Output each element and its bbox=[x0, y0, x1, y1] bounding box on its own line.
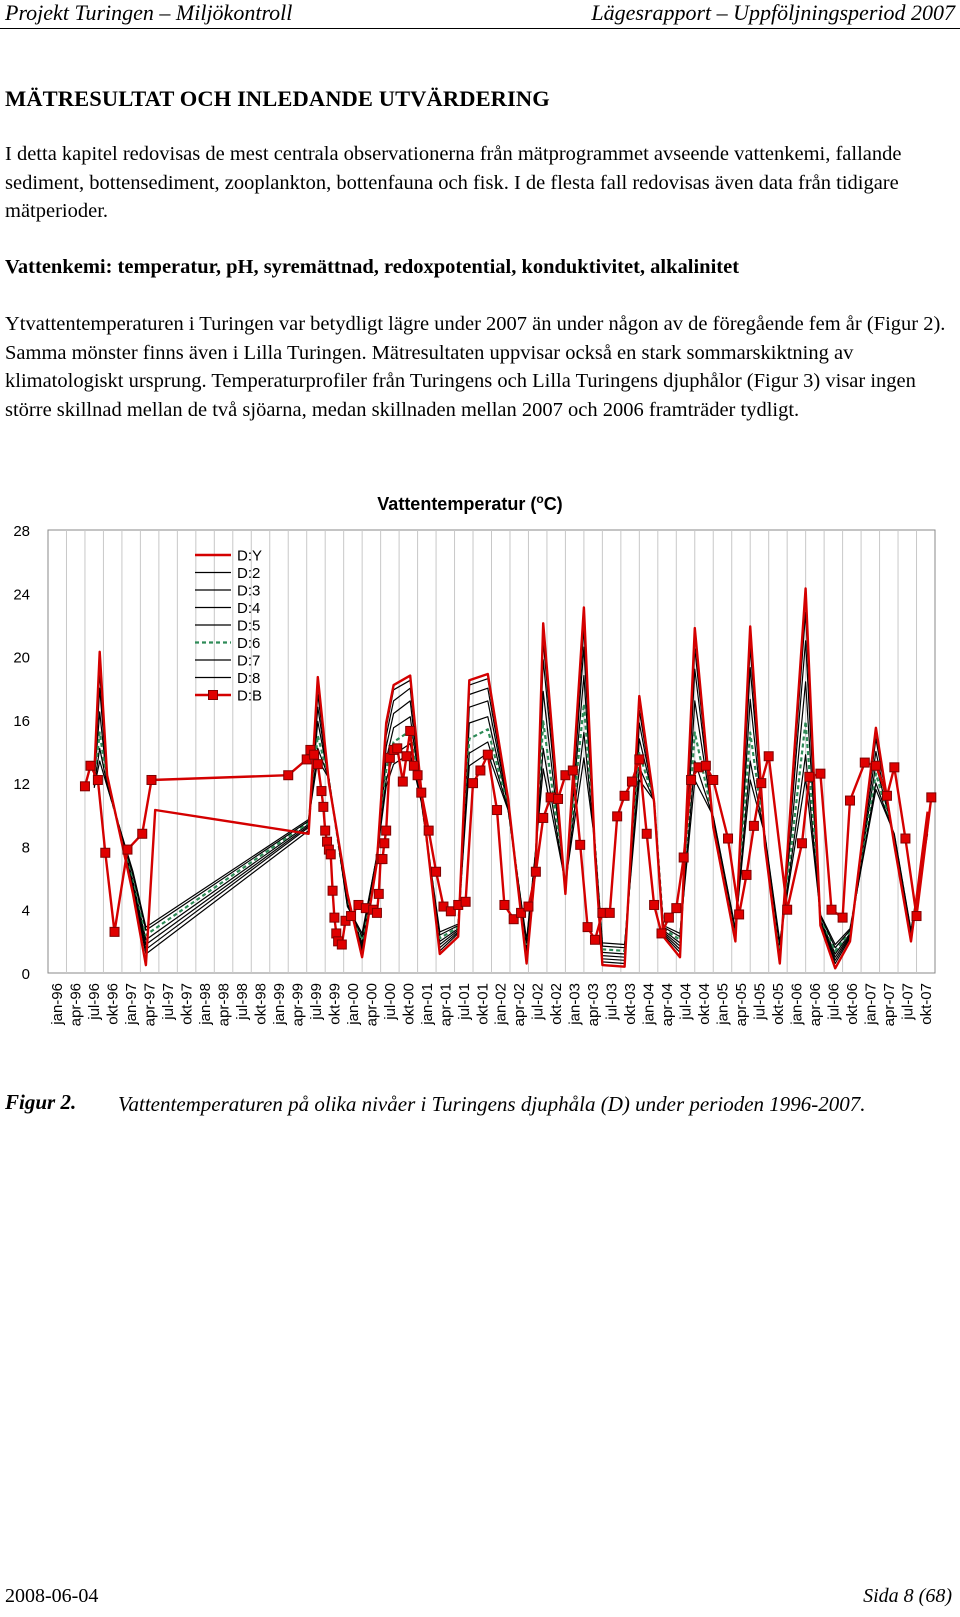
data-point-db bbox=[406, 726, 415, 735]
data-point-db bbox=[347, 912, 356, 921]
x-tick-label: jan-99 bbox=[270, 983, 288, 1025]
x-tick-label: apr-03 bbox=[585, 983, 603, 1027]
x-tick-label: okt-01 bbox=[474, 983, 492, 1025]
data-point-db bbox=[284, 771, 293, 780]
data-point-db bbox=[382, 826, 391, 835]
data-point-db bbox=[409, 761, 418, 770]
x-tick-label: jan-07 bbox=[862, 983, 880, 1025]
legend-label: D:4 bbox=[237, 600, 261, 617]
data-point-db bbox=[330, 913, 339, 922]
y-tick-label: 16 bbox=[13, 712, 30, 730]
x-tick-label: apr-97 bbox=[141, 983, 159, 1027]
header-report: Lägesrapport – Uppföljningsperiod 2007 bbox=[591, 0, 955, 25]
x-tick-label: jan-97 bbox=[123, 983, 141, 1025]
caption-text: Vattentemperaturen på olika nivåer i Turingens djuphåla (D) under perioden 1996-2007. bbox=[118, 1092, 866, 1116]
y-tick-label: 0 bbox=[21, 966, 30, 983]
data-point-db bbox=[380, 839, 389, 848]
data-point-db bbox=[816, 769, 825, 778]
data-point-db bbox=[805, 772, 814, 781]
data-point-db bbox=[735, 910, 744, 919]
legend-label: D:B bbox=[237, 687, 263, 705]
data-point-db bbox=[882, 791, 891, 800]
data-point-db bbox=[326, 850, 335, 859]
x-tick-label: jan-01 bbox=[418, 983, 436, 1025]
x-tick-label: jul-03 bbox=[603, 983, 621, 1020]
data-point-db bbox=[827, 905, 836, 914]
body-paragraph: Ytvattentemperaturen i Turingen var betydligt lägre under 2007 än under någon av de föregående fem år (Figur 2). Samma mönster finns även i Lilla Turingen. Mätresultaten uppvisar också en stark sommarskiktning av klimatologiskt ursprung. Temperaturprofiler från Turingens och Lilla Turingens djuphålor (Figur 3) visar ingen större skillnad mellan de två sjöarna, medan skillnaden mellan 2007 och 2006 framträder tydligt. bbox=[5, 313, 946, 421]
legend-label: D:5 bbox=[237, 617, 261, 635]
data-point-db bbox=[620, 791, 629, 800]
data-point-db bbox=[576, 840, 585, 849]
x-tick-label: okt-00 bbox=[400, 983, 418, 1025]
data-point-db bbox=[657, 929, 666, 938]
x-tick-label: jul-00 bbox=[381, 983, 399, 1020]
x-tick-label: okt-02 bbox=[548, 983, 566, 1025]
y-tick-label: 24 bbox=[13, 586, 30, 604]
data-point-db bbox=[328, 886, 337, 895]
data-point-db bbox=[483, 750, 492, 759]
caption-label: Figur 2. bbox=[5, 1090, 77, 1114]
data-point-db bbox=[890, 763, 899, 772]
data-point-db bbox=[393, 744, 402, 753]
data-point-db bbox=[901, 834, 910, 843]
data-point-db bbox=[378, 855, 387, 864]
data-point-db bbox=[500, 900, 509, 909]
data-point-db bbox=[138, 829, 147, 838]
data-point-db bbox=[797, 839, 806, 848]
x-tick-label: jul-06 bbox=[825, 983, 843, 1020]
data-point-db bbox=[101, 848, 110, 857]
x-tick-label: jul-96 bbox=[86, 983, 104, 1020]
x-tick-label: apr-04 bbox=[659, 983, 677, 1027]
data-point-db bbox=[742, 870, 751, 879]
footer-date: 2008-06-04 bbox=[5, 1585, 99, 1607]
data-point-db bbox=[310, 750, 319, 759]
data-point-db bbox=[319, 802, 328, 811]
data-point-db bbox=[417, 788, 426, 797]
legend-label: D:6 bbox=[237, 635, 261, 652]
section-heading: MÄTRESULTAT OCH INLEDANDE UTVÄRDERING bbox=[5, 86, 550, 111]
x-tick-label: okt-04 bbox=[696, 983, 714, 1025]
series-line-d3 bbox=[94, 612, 927, 960]
x-tick-label: jul-02 bbox=[529, 983, 547, 1020]
data-point-db bbox=[590, 935, 599, 944]
x-tick-label: jan-00 bbox=[344, 983, 362, 1025]
x-tick-label: okt-05 bbox=[769, 983, 787, 1025]
x-tick-label: jan-96 bbox=[49, 983, 67, 1025]
x-tick-label: jul-99 bbox=[307, 983, 325, 1020]
data-point-db bbox=[664, 913, 673, 922]
data-point-db bbox=[709, 775, 718, 784]
data-point-db bbox=[80, 782, 89, 791]
data-point-db bbox=[642, 829, 651, 838]
data-point-db bbox=[321, 826, 330, 835]
data-point-db bbox=[402, 752, 411, 761]
legend-marker bbox=[209, 691, 218, 700]
x-tick-label: apr-05 bbox=[732, 983, 750, 1027]
data-point-db bbox=[650, 900, 659, 909]
x-tick-label: jan-02 bbox=[492, 983, 510, 1025]
data-point-db bbox=[724, 834, 733, 843]
data-point-db bbox=[469, 779, 478, 788]
data-point-db bbox=[493, 806, 502, 815]
x-tick-label: apr-96 bbox=[67, 983, 85, 1027]
chart-title: Vattentemperatur ($^o$C) bbox=[377, 492, 563, 514]
y-tick-label: 20 bbox=[13, 649, 30, 667]
y-tick-label: 28 bbox=[13, 523, 30, 540]
y-tick-label: 12 bbox=[13, 776, 30, 794]
data-point-db bbox=[398, 777, 407, 786]
x-tick-label: jan-06 bbox=[788, 983, 806, 1025]
legend-label: D:2 bbox=[237, 565, 261, 582]
x-tick-label: apr-07 bbox=[880, 983, 898, 1027]
chart-legend bbox=[195, 548, 262, 705]
data-point-db bbox=[687, 775, 696, 784]
legend-label: D:3 bbox=[237, 582, 261, 600]
x-tick-label: jan-03 bbox=[566, 983, 584, 1025]
x-tick-label: jul-97 bbox=[160, 983, 178, 1020]
data-point-db bbox=[912, 912, 921, 921]
temperature-chart bbox=[0, 490, 960, 1050]
data-point-db bbox=[871, 761, 880, 770]
data-point-db bbox=[531, 867, 540, 876]
data-point-db bbox=[413, 771, 422, 780]
intro-paragraph: I detta kapitel redovisas de mest centrala observationerna från mätprogrammet avseende vattenkemi, fallande sediment, bottensediment, zooplankton, bottenfauna och fisk. I de flesta fall redovisas även data från tidigare mätperioder. bbox=[5, 143, 902, 222]
data-point-db bbox=[524, 902, 533, 911]
x-tick-label: jul-05 bbox=[751, 983, 769, 1020]
footer-page: Sida 8 (68) bbox=[863, 1585, 952, 1607]
x-tick-label: jan-04 bbox=[640, 983, 658, 1025]
data-point-db bbox=[605, 908, 614, 917]
x-tick-label: okt-03 bbox=[622, 983, 640, 1025]
data-point-db bbox=[757, 779, 766, 788]
subsection-heading: Vattenkemi: temperatur, pH, syremättnad, redoxpotential, konduktivitet, alkalinitet bbox=[5, 256, 740, 278]
data-point-db bbox=[372, 908, 381, 917]
data-point-db bbox=[110, 927, 119, 936]
figure-chart bbox=[0, 490, 960, 1055]
data-point-db bbox=[147, 775, 156, 784]
data-point-db bbox=[461, 897, 470, 906]
data-point-db bbox=[672, 904, 681, 913]
data-point-db bbox=[86, 761, 95, 770]
data-point-db bbox=[627, 777, 636, 786]
data-point-db bbox=[635, 755, 644, 764]
page-header bbox=[0, 0, 960, 29]
data-point-db bbox=[838, 913, 847, 922]
data-point-db bbox=[568, 766, 577, 775]
x-tick-label: jul-98 bbox=[234, 983, 252, 1020]
x-tick-label: apr-02 bbox=[511, 983, 529, 1027]
x-tick-label: apr-99 bbox=[289, 983, 307, 1027]
data-point-db bbox=[337, 940, 346, 949]
data-point-db bbox=[927, 793, 936, 802]
data-point-db bbox=[539, 813, 548, 822]
data-point-db bbox=[749, 821, 758, 830]
data-point-db bbox=[845, 796, 854, 805]
x-tick-label: okt-07 bbox=[917, 983, 935, 1025]
x-tick-label: okt-06 bbox=[843, 983, 861, 1025]
x-tick-label: jul-04 bbox=[677, 983, 695, 1020]
x-tick-label: okt-97 bbox=[178, 983, 196, 1025]
x-tick-label: jan-98 bbox=[197, 983, 215, 1025]
data-point-db bbox=[317, 787, 326, 796]
x-tick-label: apr-06 bbox=[806, 983, 824, 1027]
data-point-db bbox=[93, 775, 102, 784]
data-point-db bbox=[764, 752, 773, 761]
x-tick-label: okt-96 bbox=[104, 983, 122, 1025]
legend-label: D:8 bbox=[237, 670, 261, 687]
data-point-db bbox=[679, 853, 688, 862]
legend-label: D:7 bbox=[237, 652, 261, 670]
y-tick-label: 8 bbox=[21, 839, 30, 857]
data-point-db bbox=[783, 905, 792, 914]
data-point-db bbox=[123, 845, 132, 854]
data-point-db bbox=[613, 812, 622, 821]
x-tick-label: apr-00 bbox=[363, 983, 381, 1027]
data-point-db bbox=[583, 923, 592, 932]
x-tick-label: okt-99 bbox=[326, 983, 344, 1025]
x-tick-label: okt-98 bbox=[252, 983, 270, 1025]
data-point-db bbox=[476, 766, 485, 775]
x-tick-label: jan-05 bbox=[714, 983, 732, 1025]
data-point-db bbox=[424, 826, 433, 835]
data-point-db bbox=[432, 867, 441, 876]
x-tick-label: apr-01 bbox=[437, 983, 455, 1027]
x-tick-label: apr-98 bbox=[215, 983, 233, 1027]
data-point-db bbox=[701, 761, 710, 770]
legend-label: D:Y bbox=[237, 547, 263, 565]
data-point-db bbox=[554, 794, 563, 803]
data-point-db bbox=[313, 760, 322, 769]
y-tick-label: 4 bbox=[21, 902, 30, 920]
data-point-db bbox=[374, 889, 383, 898]
data-point-db bbox=[860, 758, 869, 767]
x-tick-label: jul-07 bbox=[899, 983, 917, 1020]
header-project: Projekt Turingen – Miljökontroll bbox=[5, 0, 293, 25]
x-tick-label: jul-01 bbox=[455, 983, 473, 1020]
